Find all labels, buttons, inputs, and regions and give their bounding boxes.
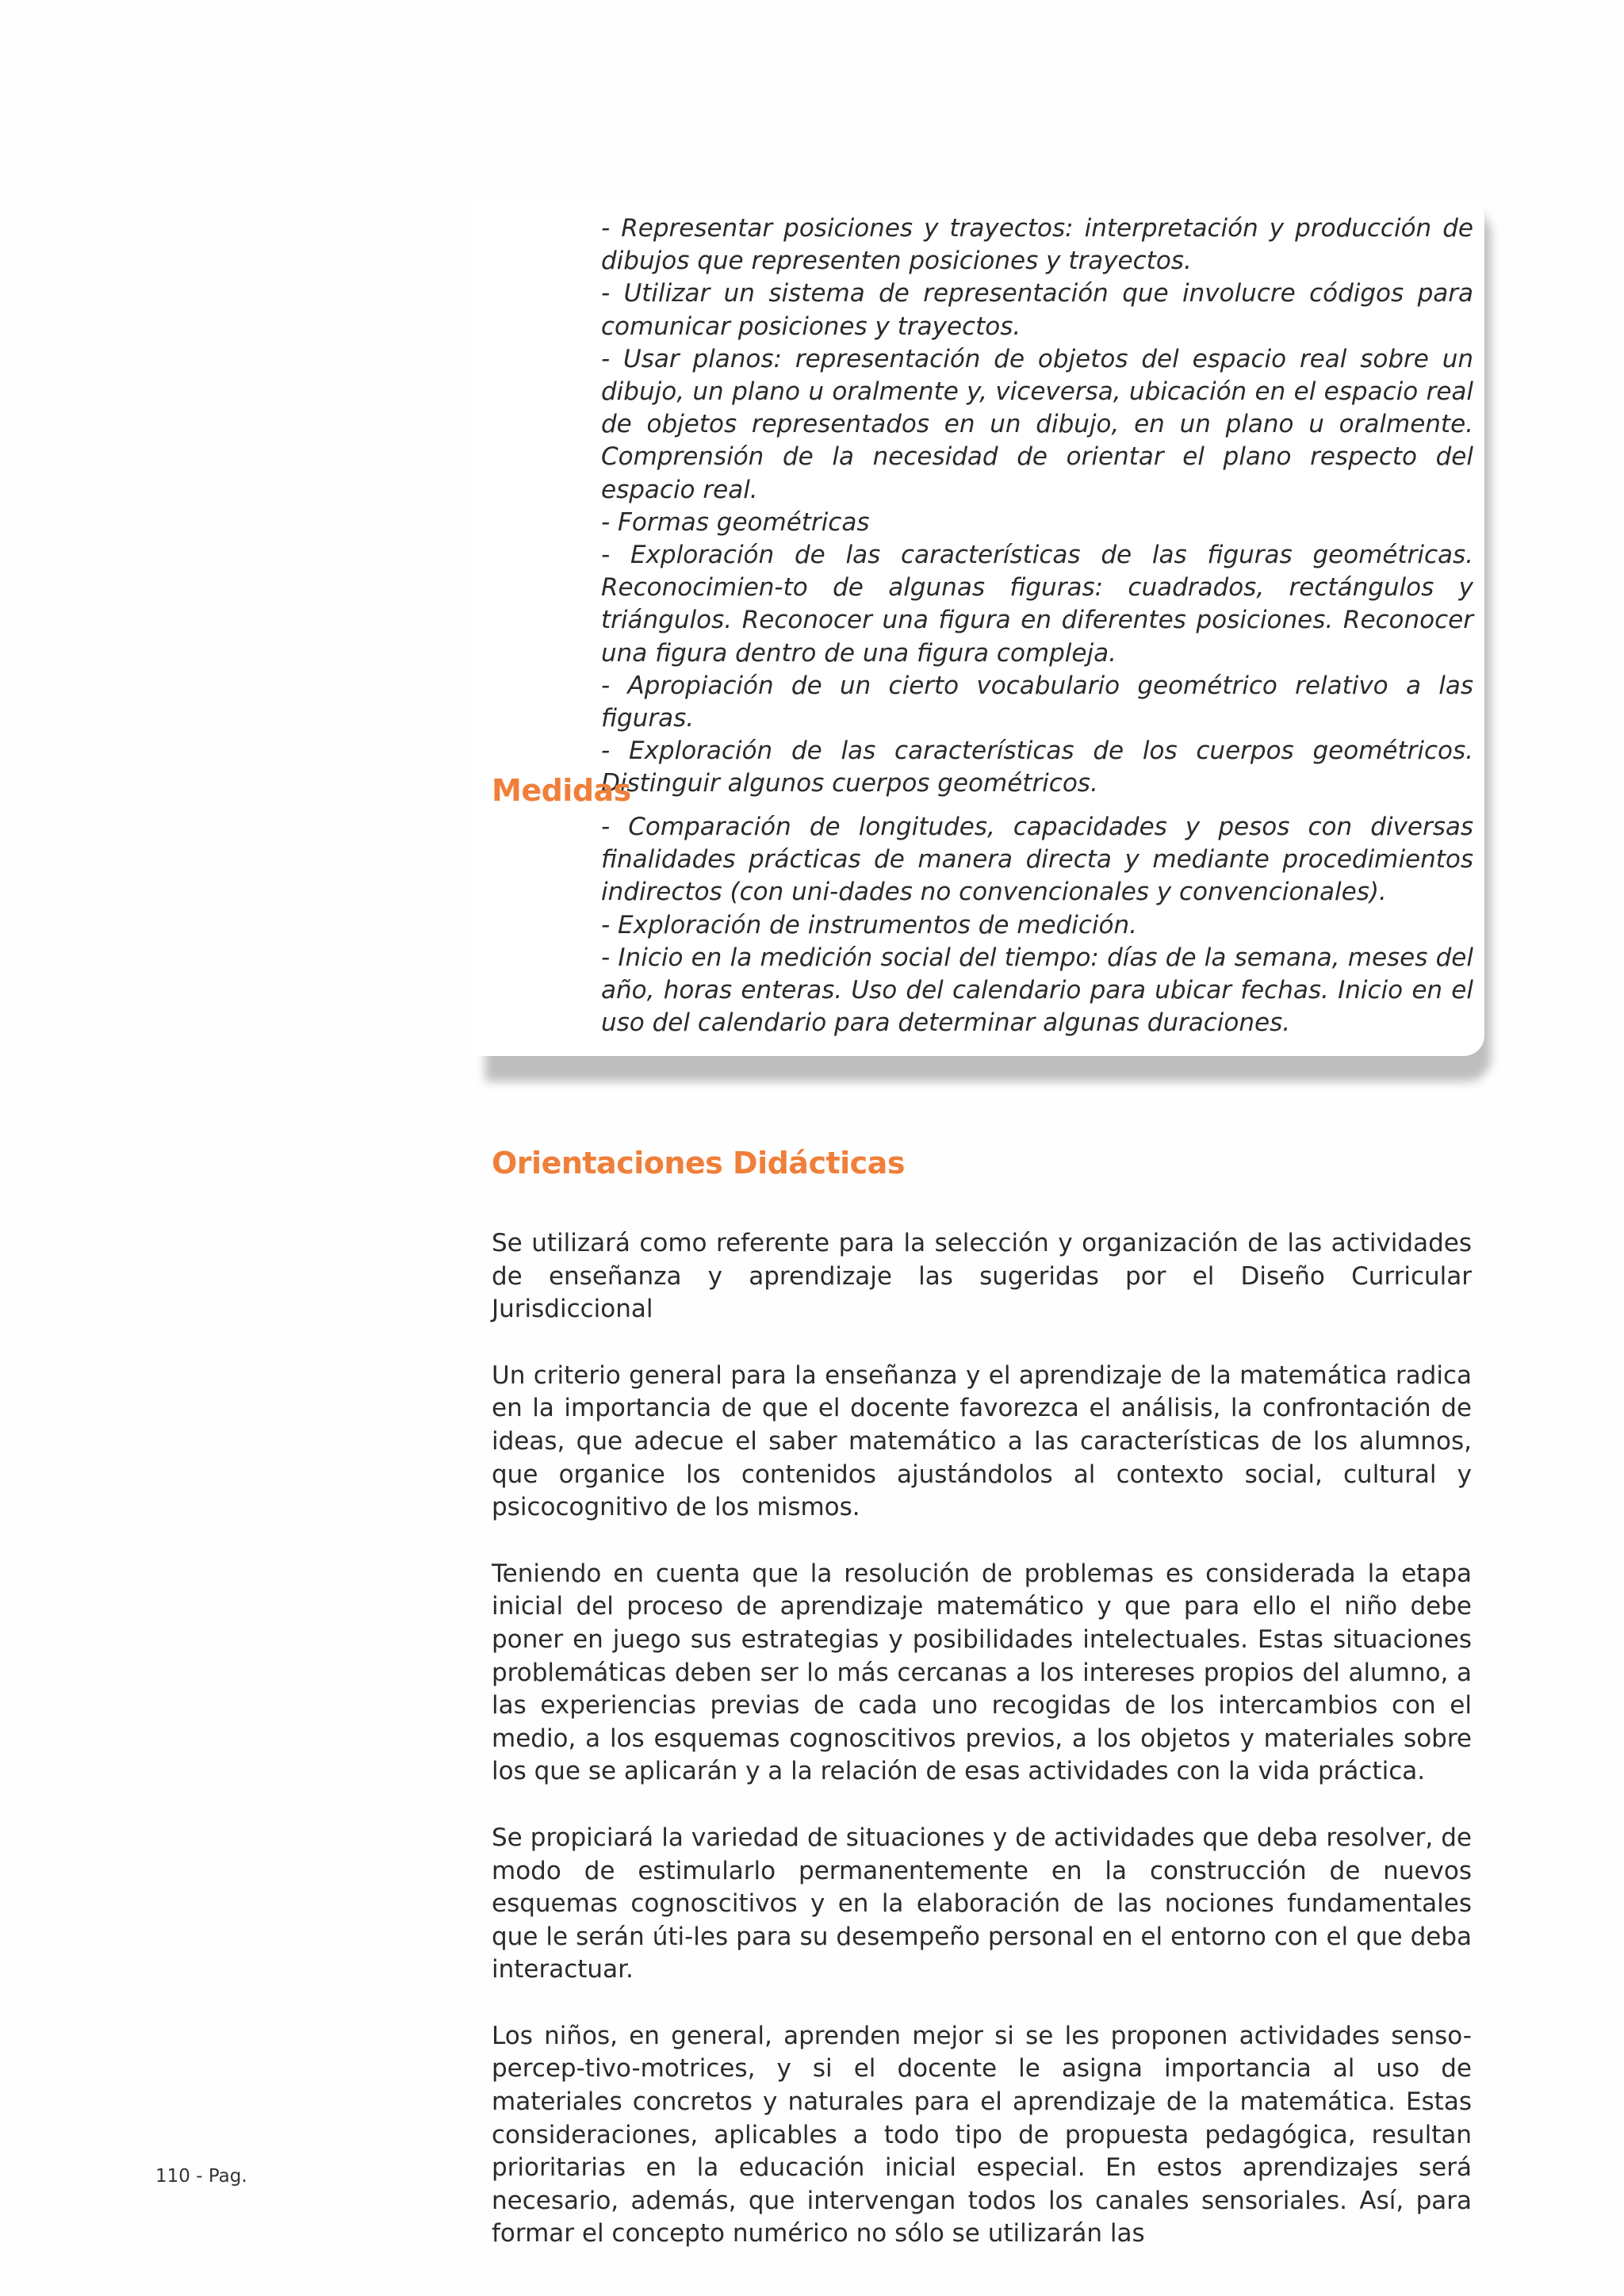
- paragraph: Se propiciará la variedad de situaciones y de actividades que deba resolver, de modo de estimularlo permanentemente en la construcción de nuevos esquemas cognoscitivos y en la elaboración de las nociones fundamentales que le serán úti-les para su desempeño personal en el entorno con el que deba interactuar.: [492, 1823, 1472, 1984]
- list-item: - Comparación de longitudes, capacidades y pesos con diversas finalidades prácticas de manera directa y mediante procedimientos indirectos (con uni-dades no convencionales y convencionales).: [601, 813, 1473, 907]
- list-item: - Exploración de las características de las figuras geométricas. Reconocimien-to de algunas figuras: cuadrados, rectángulos y triángulos. Reconocer una figura en diferentes posiciones. Reconocer una figura dentro de una figura compleja.: [601, 541, 1473, 668]
- paragraph: Teniendo en cuenta que la resolución de problemas es considerada la etapa inicial del proceso de aprendizaje matemático y que para ello el niño debe poner en juego sus estrategias y posibilidades intelectuales. Estas situaciones problemáticas deben ser lo más cercanas a los intereses propios del alumno, a las experiencias previas de cada uno recogidas de los intercambios con el medio, a los esquemas cognoscitivos previos, a los objetos y materiales sobre los que se aplicarán y a la relación de esas actividades con la vida práctica.: [492, 1559, 1472, 1786]
- medidas-list: [601, 811, 1473, 1039]
- list-item: - Apropiación de un cierto vocabulario geométrico relativo a las figuras.: [601, 671, 1473, 733]
- paragraph: Los niños, en general, aprenden mejor si se les proponen actividades senso-percep-tivo-motrices, y si el docente le asigna importancia al uso de materiales concretos y naturales para el aprendizaje de la matemática. Estas consideraciones, aplicables a todo tipo de propuesta pedagógica, resultan prioritarias en la educación inicial especial. En estos aprendizajes será necesario, además, que intervengan todos los canales sensoriales. Así, para formar el concepto numérico no sólo se utilizarán las: [492, 2021, 1472, 2248]
- list-item: - Inicio en la medición social del tiempo: días de la semana, meses del año, horas enteras. Uso del calendario para ubicar fechas. Inicio en el uso del calendario para determinar algunas duraciones.: [601, 943, 1473, 1038]
- geometry-list: [601, 212, 1473, 801]
- list-item: - Utilizar un sistema de representación que involucre códigos para comunicar posiciones y trayectos.: [601, 279, 1473, 341]
- list-item: - Exploración de las características de los cuerpos geométricos. Distinguir algunos cuerpos geométricos.: [601, 737, 1473, 798]
- list-item: - Usar planos: representación de objetos del espacio real sobre un dibujo, un plano u oralmente y, viceversa, ubicación en el espacio real de objetos representados en un dibujo, en un plano u oralmente. Comprensión de la necesidad de orientar el plano respecto del espacio real.: [601, 344, 1473, 504]
- medidas-heading: Medidas: [492, 773, 631, 808]
- orientaciones-body: [492, 1227, 1472, 2284]
- orientaciones-heading: Orientaciones Didácticas: [492, 1146, 905, 1181]
- paragraph: Un criterio general para la enseñanza y el aprendizaje de la matemática radica en la importancia de que el docente favorezca el análisis, la confrontación de ideas, que adecue el saber matemático a las características de los alumnos, que organice los contenidos ajustándolos al contexto social, cultural y psicocognitivo de los mismos.: [492, 1360, 1472, 1522]
- list-item: - Formas geométricas: [601, 507, 870, 537]
- page-number: 110 - Pag.: [155, 2166, 247, 2187]
- list-item: - Exploración de instrumentos de medición.: [601, 910, 1137, 939]
- paragraph: Se utilizará como referente para la selección y organización de las actividades de enseñanza y aprendizaje las sugeridas por el Diseño Curricular Jurisdiccional: [492, 1229, 1472, 1324]
- list-item: - Representar posiciones y trayectos: interpretación y producción de dibujos que representen posiciones y trayectos.: [601, 214, 1473, 276]
